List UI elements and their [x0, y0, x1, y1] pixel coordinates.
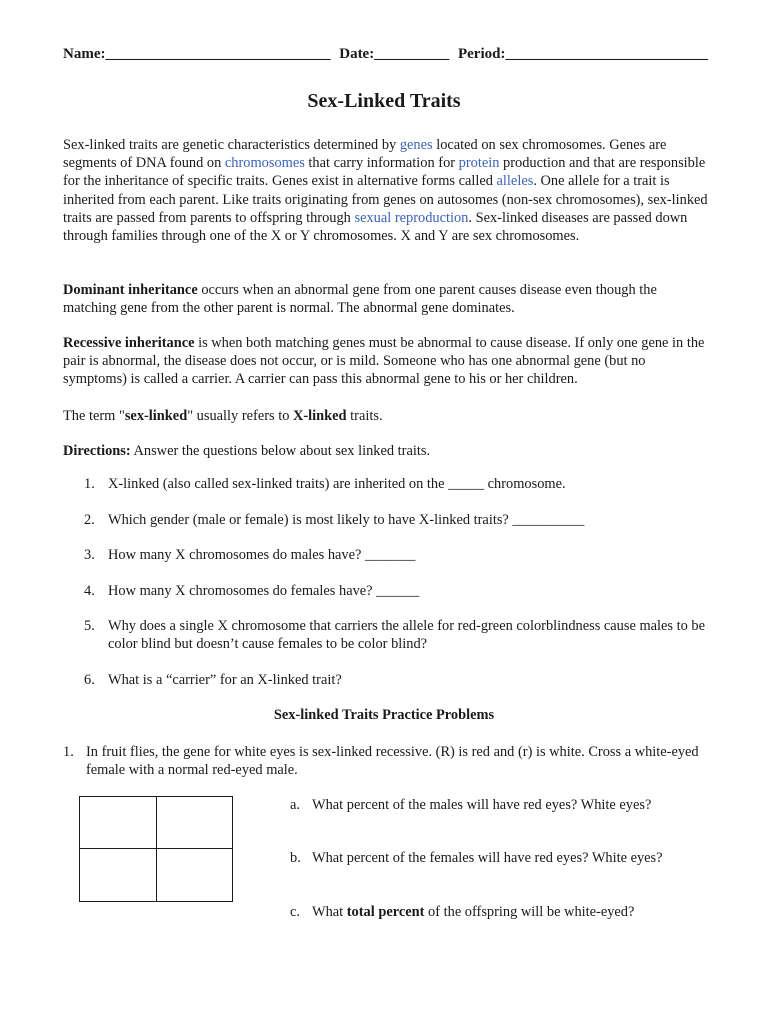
intro-text-5: . One allele for a trait is inherited from each parent. Like traits originating from genes on autosomes (non-sex chromosomes), sex-linked traits are passed from parents to offspring through	[63, 173, 708, 226]
question-3	[84, 546, 714, 564]
intro-text-6: . Sex-linked diseases are passed down through families through one of the X or Y chromosomes. X and Y are sex chromosomes.	[63, 209, 688, 245]
question-text: How many X chromosomes do males have? _______	[108, 547, 416, 563]
question-6	[84, 671, 714, 689]
question-number: 1.	[84, 476, 95, 492]
term-text-3: traits.	[346, 408, 383, 424]
practice-heading: Sex-linked Traits Practice Problems	[273, 707, 495, 723]
term-text-2: " usually refers to	[187, 408, 293, 424]
subquestion-b	[290, 849, 710, 867]
subquestion-text-pre: What	[312, 904, 347, 920]
subquestion-text-post: of the offspring will be white-eyed?	[424, 904, 635, 920]
question-1	[84, 475, 714, 493]
subquestion-label: a.	[290, 797, 300, 813]
intro-text-3: that carry information for	[304, 155, 459, 172]
punnett-divider-horizontal	[80, 848, 232, 849]
subquestion-label: c.	[290, 904, 300, 920]
link-protein[interactable]: protein	[458, 155, 500, 172]
directions-text: Answer the questions below about sex linked traits.	[130, 443, 431, 459]
question-number: 4.	[84, 583, 95, 599]
problem-number: 1.	[63, 744, 74, 760]
link-genes[interactable]: genes	[399, 137, 433, 153]
term-text-1: The term "	[63, 408, 125, 424]
intro-paragraph	[63, 136, 713, 245]
punnett-square	[79, 796, 233, 902]
question-number: 2.	[84, 512, 95, 528]
question-number: 6.	[84, 672, 95, 688]
punnett-divider-vertical	[156, 797, 157, 901]
question-text: What is a “carrier” for an X-linked trait?	[108, 672, 342, 688]
intro-text-4: production and that are responsible for the inheritance of specific traits. Genes exist in alternative forms called	[63, 155, 706, 190]
subquestion-text: What percent of the males will have red eyes? White eyes?	[312, 797, 652, 813]
link-chromosomes[interactable]: chromosomes	[224, 155, 305, 172]
question-number: 3.	[84, 547, 95, 563]
name-field-label: Name:______________________________	[63, 46, 331, 62]
link-sexual-reproduction[interactable]: sexual reproduction	[354, 209, 469, 226]
subquestion-a	[290, 796, 710, 814]
intro-text-2: located on sex chromosomes. Genes are segments of DNA found on	[63, 137, 667, 172]
question-text: How many X chromosomes do females have? ______	[108, 583, 420, 599]
problem-text: In fruit flies, the gene for white eyes is sex-linked recessive. (R) is red and (r) is white. Cross a white-eyed female with a normal red-eyed male.	[86, 744, 699, 779]
dominant-paragraph	[63, 281, 713, 317]
subquestion-label: b.	[290, 850, 301, 866]
directions-label: Directions:	[63, 443, 131, 459]
subquestion-text: What percent of the females will have red eyes? White eyes?	[312, 850, 663, 866]
header-line	[63, 46, 713, 63]
question-number: 5.	[84, 618, 95, 634]
question-4	[84, 582, 714, 600]
question-text: Why does a single X chromosome that carriers the allele for red-green colorblindness cause males to be color blind but doesn’t cause females to be color blind?	[108, 618, 705, 653]
recessive-paragraph	[63, 334, 713, 389]
recessive-text: is when both matching genes must be abnormal to cause disease. If only one gene in the pair is abnormal, the disease does not occur, or is mild. Someone who has one abnormal gene (but no symptoms) is called a carrier. A carrier can pass this abnormal gene to his or her children.	[63, 335, 705, 388]
recessive-term: Recessive inheritance	[63, 335, 195, 351]
subquestion-text-bold: total percent	[346, 904, 425, 920]
question-2	[84, 511, 714, 529]
date-field-label: Date:__________	[339, 46, 450, 62]
directions-line	[63, 442, 713, 460]
page-title: Sex-Linked Traits	[307, 90, 461, 112]
problem-1	[63, 743, 713, 779]
term-line	[63, 407, 713, 425]
question-5	[84, 617, 714, 653]
dominant-term: Dominant inheritance	[63, 282, 198, 298]
intro-text-1: Sex-linked traits are genetic characteristics determined by	[63, 137, 400, 153]
dominant-text: occurs when an abnormal gene from one parent causes disease even though the matching gene from the other parent is normal. The abnormal gene dominates.	[63, 282, 657, 317]
subquestion-c	[290, 903, 710, 921]
term-sex-linked: sex-linked	[124, 408, 188, 424]
question-text: X-linked (also called sex-linked traits) are inherited on the _____ chromosome.	[108, 476, 566, 492]
question-text: Which gender (male or female) is most likely to have X-linked traits? __________	[108, 512, 585, 528]
subquestion-text	[312, 903, 710, 921]
link-alleles[interactable]: alleles	[496, 173, 534, 190]
term-x-linked: X-linked	[292, 408, 347, 424]
period-field-label: Period:___________________________	[457, 46, 708, 62]
